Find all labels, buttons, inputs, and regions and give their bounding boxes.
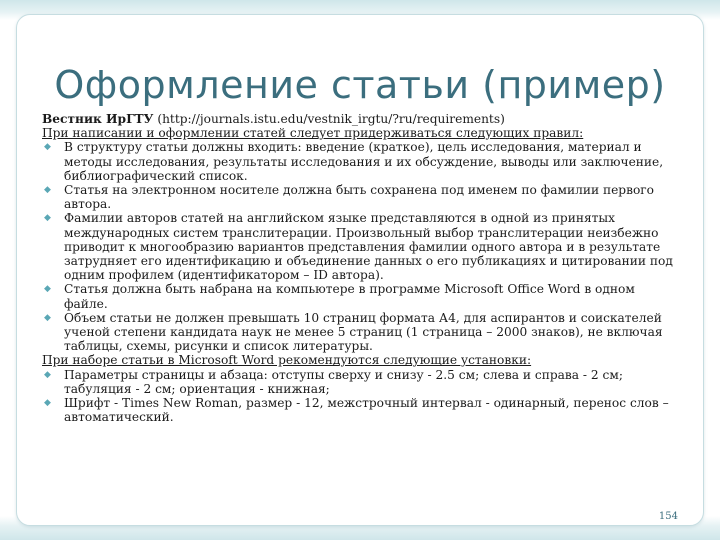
list-item: ◆ Шрифт - Times New Roman, размер - 12, межстрочный интервал - одинарный, перенос слов – автоматический. — [44, 396, 669, 425]
slide-body — [42, 112, 682, 424]
setting-text: Шрифт - Times New Roman, размер - 12, межстрочный интервал - одинарный, перенос слов – автоматический. — [64, 396, 669, 425]
journal-url: (http://journals.istu.edu/vestnik_irgtu/?ru/requirements) — [153, 112, 505, 126]
rule-text: Статья должна быть набрана на компьютере в программе Microsoft Office Word в одном файле. — [64, 282, 635, 311]
list-item: ◆ Статья должна быть набрана на компьютере в программе Microsoft Office Word в одном файле. — [44, 282, 635, 311]
rule-text: Статья на электронном носителе должна быть сохранена под именем по фамилии первого автора. — [64, 183, 655, 212]
rules-intro: При написании и оформлении статей следует придерживаться следующих правил: — [42, 126, 584, 141]
source-line — [42, 112, 682, 126]
rule-text: В структуру статьи должны входить: введение (краткое), цель исследования, материал и методы исследования, результаты исследования и их обсуждение, выводы или заключение, библиографический список. — [64, 140, 664, 183]
slide-title: Оформление статьи (пример) — [54, 63, 666, 107]
rule-text: Объем статьи не должен превышать 10 страниц формата А4, для аспирантов и соискателей ученой степени кандидата наук не менее 5 страниц (1 страница – 2000 знаков), не включая таблицы, схемы, рисунки и список литературы. — [64, 310, 663, 354]
page-number: 154 — [658, 511, 678, 522]
journal-name: Вестник ИрГТУ — [42, 112, 154, 126]
list-item: ◆ Фамилии авторов статей на английском языке представляются в одной из принятых международных систем транслитерации. Произвольный выбор транслитерации неизбежно приводит к многообразию вариантов представления фамилии одного автора и в результате затрудняет его идентификацию и объединение данных о его публикациях и цитировании под одним профилем (идентификатором – ID автора). — [44, 211, 673, 283]
setting-text: Параметры страницы и абзаца: отступы сверху и снизу - 2.5 см; слева и справа - 2 см; табуляция - 2 см; ориентация - книжная; — [64, 367, 623, 396]
list-item: ◆ Объем статьи не должен превышать 10 страниц формата А4, для аспирантов и соискателей ученой степени кандидата наук не менее 5 страниц (1 страница – 2000 знаков), не включая таблицы, схемы, рисунки и список литературы. — [44, 310, 663, 354]
rules-list — [42, 140, 682, 353]
list-item: ◆ Параметры страницы и абзаца: отступы сверху и снизу - 2.5 см; слева и справа - 2 см; табуляция - 2 см; ориентация - книжная; — [44, 367, 623, 396]
word-settings-list — [42, 368, 682, 425]
list-item: ◆ Статья на электронном носителе должна быть сохранена под именем по фамилии первого автора. — [44, 183, 655, 212]
list-item: ◆ В структуру статьи должны входить: введение (краткое), цель исследования, материал и методы исследования, результаты исследования и их обсуждение, выводы или заключение, библиографический список. — [44, 140, 664, 183]
rule-text: Фамилии авторов статей на английском языке представляются в одной из принятых международных систем транслитерации. Произвольный выбор транслитерации неизбежно приводит к многообразию вариантов представления фамилии одного автора и в результате затрудняет его идентификацию и объединение данных о его публикациях и цитировании под одним профилем (идентификатором – ID автора). — [64, 211, 673, 283]
word-settings-intro: При наборе статьи в Microsoft Word рекомендуются следующие установки: — [42, 353, 532, 368]
